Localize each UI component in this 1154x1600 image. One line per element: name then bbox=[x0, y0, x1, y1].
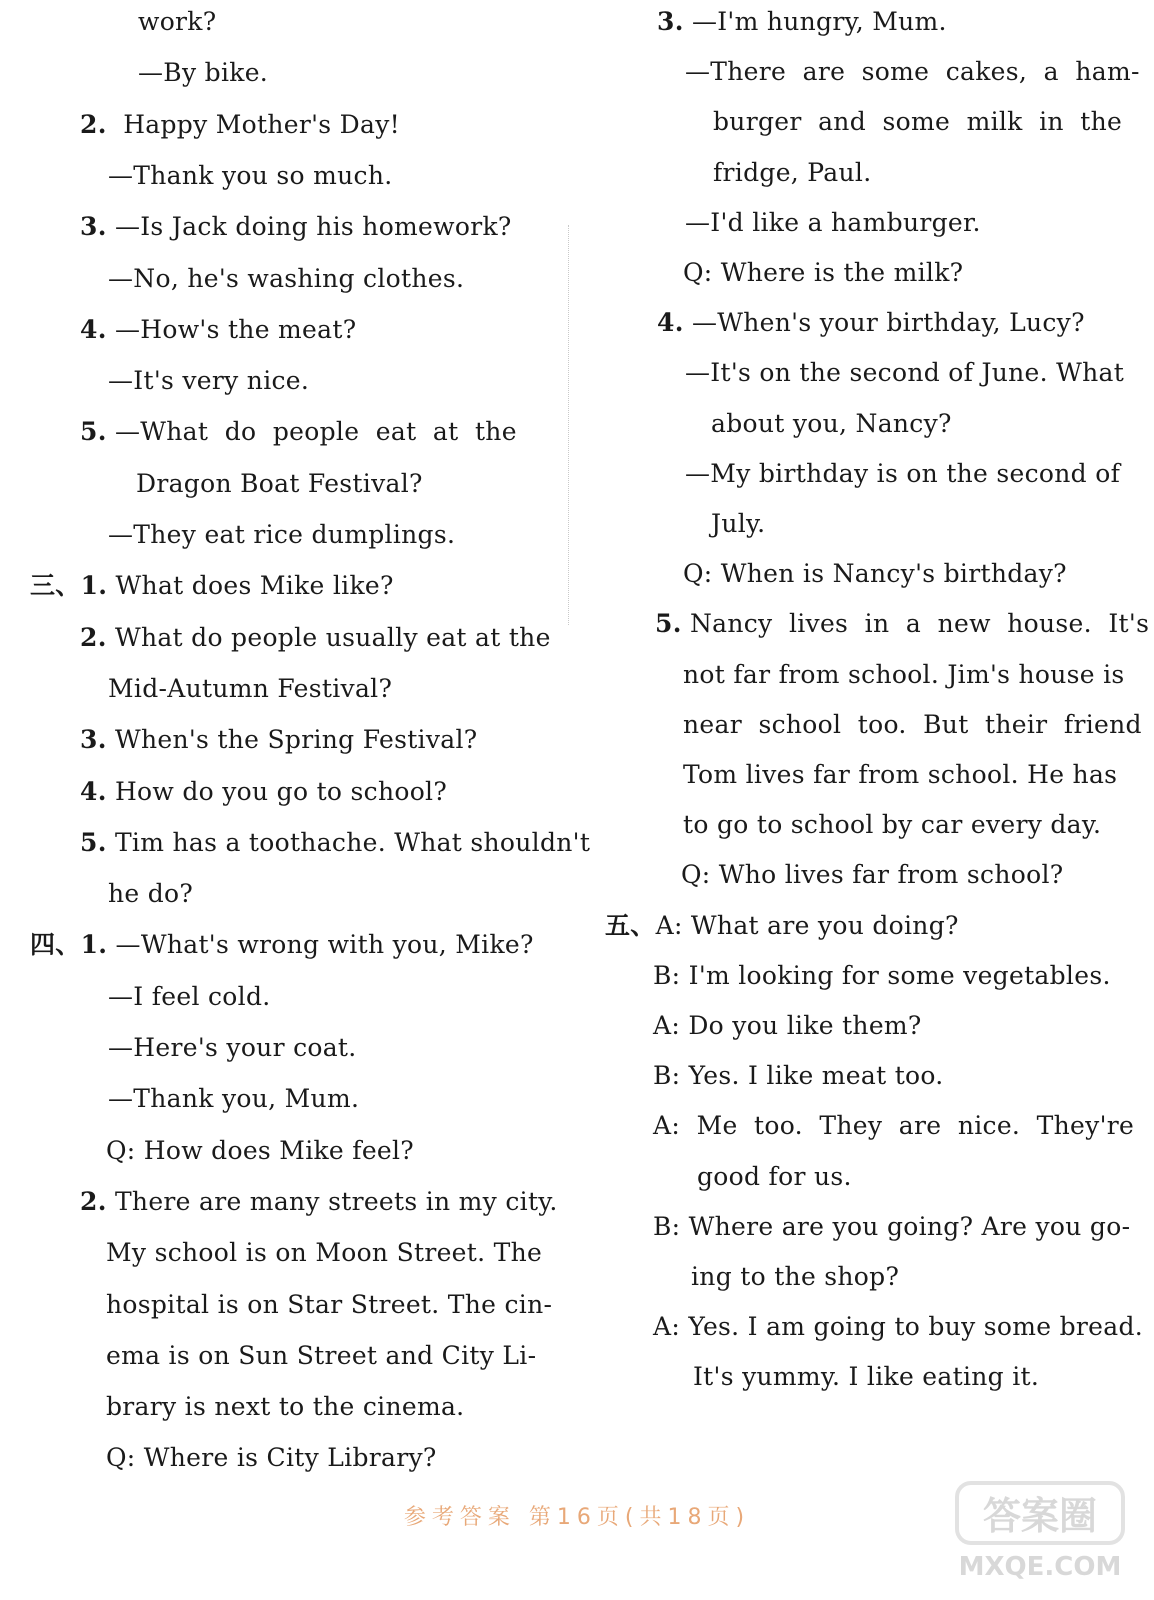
answer-line bbox=[683, 700, 1142, 750]
line-text: —They eat rice dumplings. bbox=[108, 520, 456, 549]
section-number: 五、 bbox=[605, 910, 656, 940]
line-text: A: Me too. They are nice. They're bbox=[653, 1111, 1135, 1141]
answer-line bbox=[711, 499, 765, 549]
line-text: How do you go to school? bbox=[106, 776, 448, 806]
item-number: 4. bbox=[657, 308, 684, 338]
line-text: —No, he's washing clothes. bbox=[108, 263, 465, 293]
line-text: —It's very nice. bbox=[108, 366, 310, 396]
answer-line bbox=[106, 1228, 542, 1278]
answer-line bbox=[80, 715, 477, 765]
line-text: good for us. bbox=[697, 1161, 852, 1191]
line-text: —By bike. bbox=[138, 58, 269, 88]
line-text: —How's the meat? bbox=[106, 314, 357, 344]
section-number: 四、 bbox=[30, 930, 81, 960]
line-text: What do people usually eat at the bbox=[106, 622, 551, 652]
line-text: to go to school by car every day. bbox=[683, 810, 1102, 840]
line-text: There are many streets in my city. bbox=[106, 1186, 558, 1216]
item-number: 5. bbox=[655, 609, 682, 639]
answer-line bbox=[683, 650, 1125, 700]
line-text: B: Where are you going? Are you go- bbox=[653, 1211, 1131, 1241]
answer-line bbox=[108, 356, 309, 406]
line-text: Q: How does Mike feel? bbox=[106, 1135, 415, 1165]
item-number: 5. bbox=[80, 417, 107, 447]
line-text: burger and some milk in the bbox=[713, 107, 1123, 137]
item-number: 3. bbox=[80, 725, 107, 755]
line-text: What does Mike like? bbox=[107, 571, 394, 601]
answer-line bbox=[108, 1074, 359, 1124]
answer-line bbox=[106, 1433, 437, 1483]
answer-line bbox=[685, 47, 1140, 97]
answer-line bbox=[108, 664, 392, 714]
answer-line bbox=[80, 407, 517, 457]
line-text: —Thank you, Mum. bbox=[108, 1084, 360, 1114]
line-text: Q: Where is City Library? bbox=[106, 1443, 437, 1473]
item-number: 3. bbox=[657, 7, 684, 36]
line-text: —Is Jack doing his homework? bbox=[106, 212, 512, 242]
line-text: B: Yes. I like meat too. bbox=[653, 1061, 944, 1091]
answer-line bbox=[605, 901, 959, 951]
line-text: ing to the shop? bbox=[691, 1262, 900, 1291]
answer-line bbox=[138, 0, 216, 47]
line-text: brary is next to the cinema. bbox=[106, 1392, 465, 1422]
answer-line bbox=[80, 202, 512, 252]
line-text: Happy Mother's Day! bbox=[106, 109, 400, 139]
answer-line bbox=[657, 0, 947, 47]
item-number: 2. bbox=[80, 622, 107, 652]
line-text: July. bbox=[711, 509, 766, 538]
answer-line bbox=[108, 254, 464, 304]
line-text: —Here's your coat. bbox=[108, 1033, 357, 1062]
line-text: about you, Nancy? bbox=[711, 408, 952, 438]
answer-line bbox=[683, 750, 1117, 800]
line-text: A: What are you doing? bbox=[655, 910, 959, 940]
line-text: Q: When is Nancy's birthday? bbox=[683, 559, 1067, 589]
answer-line bbox=[108, 972, 271, 1022]
answer-line bbox=[108, 151, 392, 201]
line-text: B: I'm looking for some vegetables. bbox=[653, 960, 1111, 990]
answer-line bbox=[138, 48, 268, 98]
answer-line bbox=[80, 767, 447, 817]
item-number: 4. bbox=[80, 776, 107, 806]
line-text: When's the Spring Festival? bbox=[106, 725, 478, 755]
item-number: 2. bbox=[80, 1186, 107, 1216]
answer-line bbox=[681, 850, 1063, 900]
line-text: Q: Who lives far from school? bbox=[681, 860, 1064, 890]
line-text: —My birthday is on the second of bbox=[685, 458, 1121, 488]
watermark-bottom-text: MXQE.COM bbox=[958, 1552, 1122, 1582]
line-text: Tom lives far from school. He has bbox=[683, 760, 1118, 789]
item-number: 3. bbox=[80, 212, 107, 242]
answer-line bbox=[653, 1051, 944, 1101]
section-number: 三、 bbox=[30, 571, 81, 601]
answer-line bbox=[685, 348, 1124, 398]
answer-line bbox=[108, 1023, 357, 1073]
answer-line bbox=[108, 510, 455, 560]
answer-line bbox=[108, 869, 193, 919]
answer-line bbox=[691, 1252, 899, 1302]
answer-line bbox=[693, 1352, 1039, 1402]
answer-line bbox=[106, 1331, 536, 1381]
answer-line bbox=[80, 818, 590, 868]
answer-line bbox=[80, 305, 356, 355]
item-number: 2. bbox=[80, 109, 107, 139]
line-text: hospital is on Star Street. The cin- bbox=[106, 1289, 553, 1319]
line-text: ema is on Sun Street and City Li- bbox=[106, 1340, 537, 1370]
answer-line bbox=[713, 97, 1122, 147]
line-text: not far from school. Jim's house is bbox=[683, 659, 1125, 689]
watermark-logo bbox=[955, 1475, 1125, 1585]
answer-line bbox=[655, 599, 1149, 649]
item-number: 4. bbox=[80, 314, 107, 344]
line-text: Tim has a toothache. What shouldn't bbox=[106, 827, 591, 857]
page-footer: 参考答案 第16页(共18页) bbox=[403, 1505, 751, 1530]
item-number: 5. bbox=[80, 827, 107, 857]
line-text: —I'm hungry, Mum. bbox=[683, 7, 947, 36]
answer-line bbox=[683, 248, 963, 298]
answer-line bbox=[106, 1382, 464, 1432]
watermark-top-text: 答案圈 bbox=[982, 1494, 1098, 1538]
line-text: fridge, Paul. bbox=[713, 157, 872, 187]
item-number: 1. bbox=[80, 930, 108, 960]
column-divider bbox=[568, 225, 569, 625]
answer-line bbox=[713, 148, 871, 198]
line-text: It's yummy. I like eating it. bbox=[693, 1362, 1040, 1392]
answer-line bbox=[30, 561, 394, 611]
answer-line bbox=[30, 920, 534, 970]
answer-line bbox=[106, 1280, 552, 1330]
line-text: Dragon Boat Festival? bbox=[136, 468, 423, 498]
answer-line bbox=[80, 100, 400, 150]
answer-line bbox=[683, 549, 1067, 599]
item-number: 1. bbox=[80, 571, 108, 601]
line-text: Mid-Autumn Festival? bbox=[108, 673, 393, 703]
line-text: —What do people eat at the bbox=[106, 417, 517, 447]
line-text: A: Do you like them? bbox=[653, 1011, 922, 1040]
answer-line bbox=[80, 613, 551, 663]
answer-line bbox=[653, 1001, 922, 1051]
answer-line bbox=[711, 399, 952, 449]
line-text: work? bbox=[138, 7, 217, 36]
line-text: near school too. But their friend bbox=[683, 709, 1142, 739]
line-text: —Thank you so much. bbox=[108, 160, 393, 190]
line-text: —What's wrong with you, Mike? bbox=[107, 930, 534, 960]
line-text: —I'd like a hamburger. bbox=[685, 207, 981, 237]
answer-line bbox=[683, 800, 1101, 850]
line-text: A: Yes. I am going to buy some bread. bbox=[653, 1312, 1144, 1342]
line-text: Q: Where is the milk? bbox=[683, 258, 964, 287]
answer-line bbox=[106, 1126, 414, 1176]
answer-line bbox=[685, 198, 981, 248]
answer-line bbox=[136, 459, 423, 509]
answer-line bbox=[685, 449, 1120, 499]
answer-line bbox=[697, 1152, 852, 1202]
answer-line bbox=[653, 951, 1111, 1001]
line-text: My school is on Moon Street. The bbox=[106, 1238, 543, 1268]
line-text: Nancy lives in a new house. It's bbox=[681, 609, 1150, 639]
answer-line bbox=[653, 1202, 1130, 1252]
answer-line bbox=[657, 298, 1085, 348]
line-text: —I feel cold. bbox=[108, 981, 271, 1011]
answer-line bbox=[80, 1177, 558, 1227]
line-text: —It's on the second of June. What bbox=[685, 358, 1125, 388]
line-text: he do? bbox=[108, 879, 194, 909]
answer-line bbox=[653, 1101, 1134, 1151]
answer-line bbox=[653, 1302, 1143, 1352]
line-text: —There are some cakes, a ham- bbox=[685, 57, 1140, 87]
line-text: —When's your birthday, Lucy? bbox=[683, 308, 1085, 338]
